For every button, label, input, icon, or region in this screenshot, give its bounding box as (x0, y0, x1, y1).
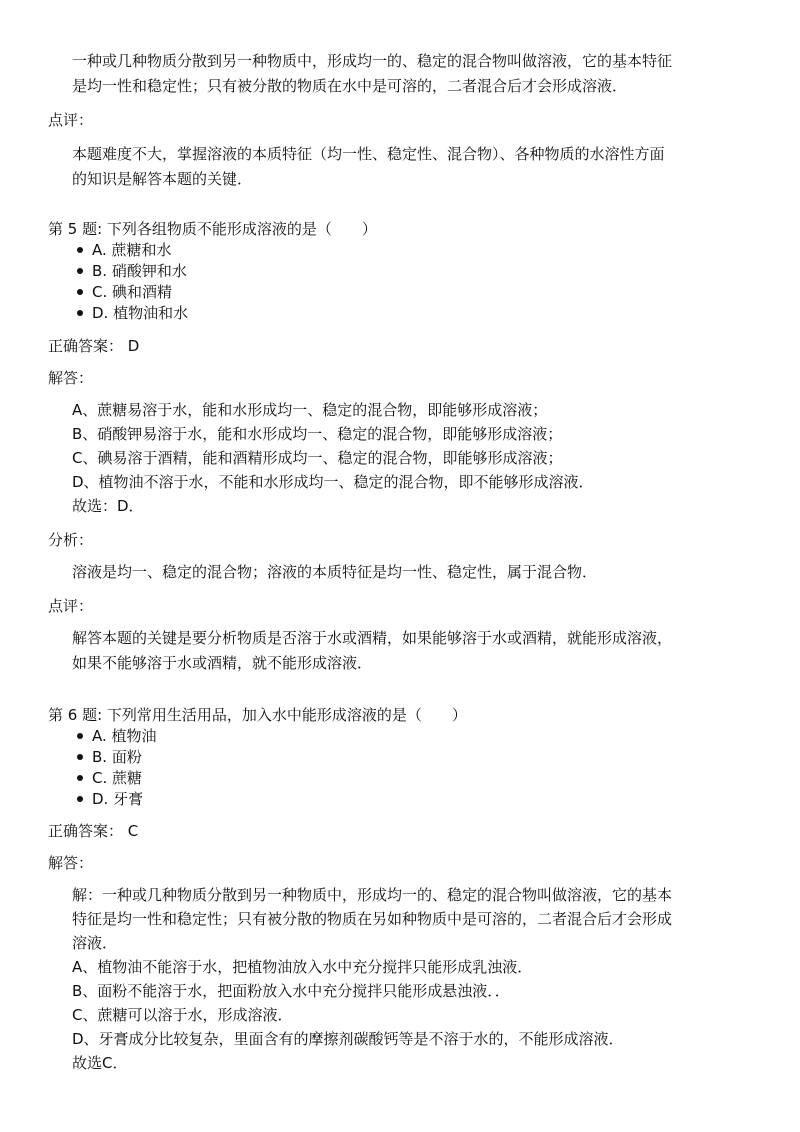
q5-title: 第 5 题: 下列各组物质不能形成溶液的是（ ） (48, 220, 377, 238)
q5-comment-line: 如果不能够溶于水或酒精，就不能形成溶液． (72, 654, 373, 672)
q6-solution-line: 溶液． (72, 934, 118, 952)
q5-analysis-label: 分析： (48, 531, 94, 549)
q6-correct-answer: 正确答案： C (48, 822, 139, 840)
q5-solution-label: 解答： (48, 369, 94, 387)
bullet-icon (77, 796, 83, 802)
q5-correct-answer: 正确答案： D (48, 337, 140, 355)
prev-comment-line: 的知识是解答本题的关键． (72, 170, 253, 188)
bullet-icon (77, 733, 83, 739)
q5-comment-label: 点评： (48, 597, 94, 615)
q6-option-a: A. 植物油 (92, 727, 157, 745)
q6-solution-line: 特征是均一性和稳定性；只有被分散的物质在另如种物质中是可溶的，二者混合后才会形成 (72, 910, 673, 928)
bullet-icon (77, 247, 83, 253)
q5-option-d: D. 植物油和水 (92, 304, 189, 322)
prev-comment-line: 本题难度不大，掌握溶液的本质特征（均一性、稳定性、混合物）、各种物质的水溶性方面 (72, 145, 665, 163)
q6-option-d: D. 牙膏 (92, 790, 144, 808)
q5-solution-line: A、蔗糖易溶于水，能和水形成均一、稳定的混合物，即能够形成溶液； (72, 401, 548, 419)
q6-solution-label: 解答： (48, 854, 94, 872)
q6-solution-line: 解：一种或几种物质分散到另一种物质中，形成均一的、稳定的混合物叫做溶液，它的基本 (72, 886, 673, 904)
q6-solution-line: A、植物油不能溶于水，把植物油放入水中充分搅拌只能形成乳浊液． (72, 958, 533, 976)
q5-solution-line: C、碘易溶于酒精，能和酒精形成均一、稳定的混合物，即能够形成溶液； (72, 449, 563, 467)
bullet-icon (77, 310, 83, 316)
bullet-icon (77, 754, 83, 760)
q6-option-c: C. 蔗糖 (92, 769, 143, 787)
q6-solution-line: 故选C． (72, 1054, 128, 1072)
q5-analysis-line: 溶液是均一、稳定的混合物；溶液的本质特征是均一性、稳定性，属于混合物． (72, 563, 598, 581)
q5-option-c: C. 碘和酒精 (92, 283, 173, 301)
bullet-icon (77, 775, 83, 781)
q5-option-a: A. 蔗糖和水 (92, 241, 172, 259)
prev-answer-line: 一种或几种物质分散到另一种物质中，形成均一的、稳定的混合物叫做溶液，它的基本特征 (72, 52, 673, 70)
q6-title: 第 6 题: 下列常用生活用品，加入水中能形成溶液的是（ ） (48, 706, 467, 724)
q6-solution-line: B、面粉不能溶于水，把面粉放入水中充分搅拌只能形成悬浊液．． (72, 982, 510, 1000)
q5-option-b: B. 硝酸钾和水 (92, 262, 187, 280)
q6-solution-line: C、蔗糖可以溶于水，形成溶液． (72, 1006, 293, 1024)
prev-comment-label: 点评： (48, 111, 94, 129)
q6-option-b: B. 面粉 (92, 748, 142, 766)
q5-comment-line: 解答本题的关键是要分析物质是否溶于水或酒精，如果能够溶于水或酒精，就能形成溶液， (72, 629, 673, 647)
prev-answer-line: 是均一性和稳定性；只有被分散的物质在水中是可溶的，二者混合后才会形成溶液． (72, 77, 628, 95)
bullet-icon (77, 289, 83, 295)
q5-solution-line: B、硝酸钾易溶于水，能和水形成均一、稳定的混合物，即能够形成溶液； (72, 425, 563, 443)
q6-solution-line: D、牙膏成分比较复杂，里面含有的摩擦剂碳酸钙等是不溶于水的，不能形成溶液． (72, 1030, 624, 1048)
q5-solution-line: 故选：D． (72, 497, 144, 515)
bullet-icon (77, 268, 83, 274)
q5-solution-line: D、植物油不溶于水，不能和水形成均一、稳定的混合物，即不能够形成溶液． (72, 473, 594, 491)
